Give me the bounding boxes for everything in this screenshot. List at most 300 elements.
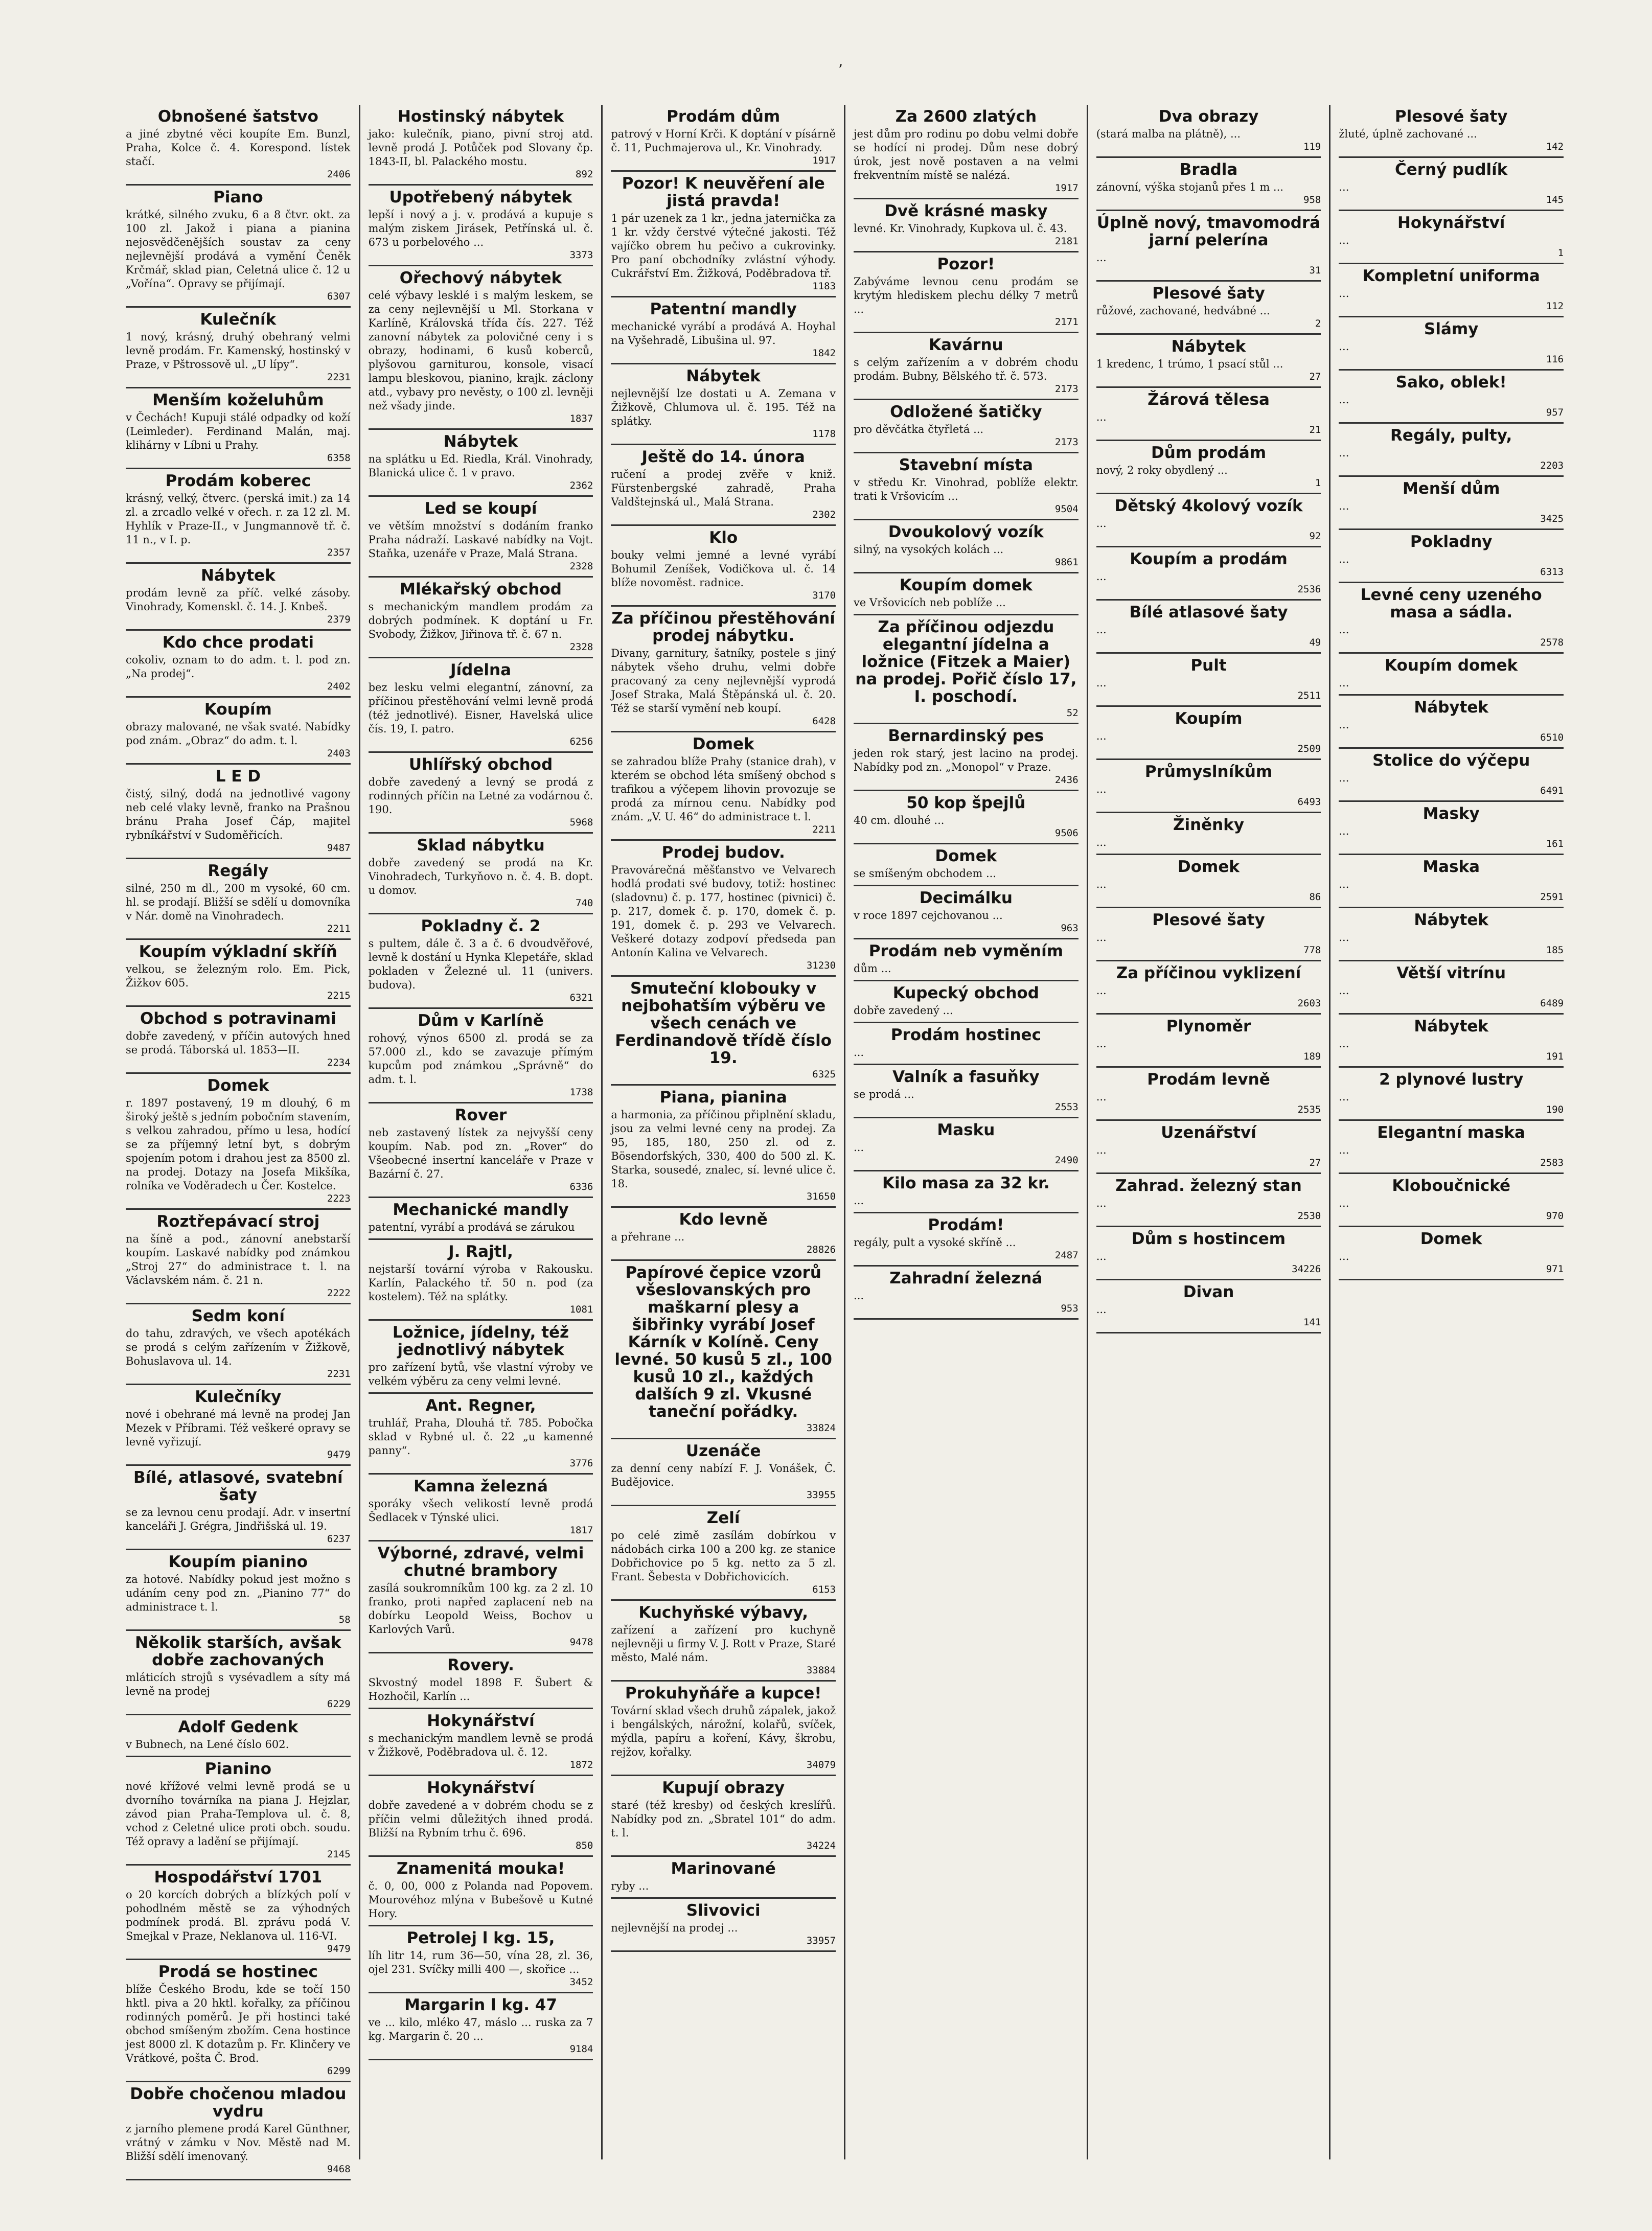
classified-ad xyxy=(369,1321,593,1394)
ad-title: Levné ceny uzeného masa a sádla. xyxy=(1360,586,1542,622)
ad-title: Papírové čepice vzorů všeslovanských pro maškarní plesy a šibřinky vyrábí Josef Kárník v Kolíně. Ceny levné. 50 kusů 5 zl., 100 kusů 10 zl., každých dalších 9 zl. Vkusné taneční pořádky. xyxy=(614,1263,832,1421)
column xyxy=(603,105,845,2159)
ad-text: 1 nový, krásný, druhý obehraný velmi levně prodám. Fr. Kamenský, hostinský v Praze, v Pštrossově ul. „U lípy“. xyxy=(126,331,351,371)
classified-ad xyxy=(369,914,593,1009)
ad-code: 6313 xyxy=(1540,566,1564,578)
ad-title: Obnošené šatstvo xyxy=(157,107,318,126)
ad-title: Regály, pulty, xyxy=(1390,426,1512,445)
ad-text: regály, pult a vysoké skříně ... xyxy=(854,1236,1016,1249)
ad-title: Sako, oblek! xyxy=(1395,373,1507,392)
classified-ad xyxy=(1096,494,1321,547)
classified-ad xyxy=(611,1439,836,1506)
ad-code: 958 xyxy=(1303,194,1321,205)
ad-title: Pianino xyxy=(204,1760,271,1778)
ad-text: zasílá soukromníkům 100 kg. za 2 zl. 10 franko, proti napřed zaplacení neb na dobírku Leopold Weiss, Bochov u Karlových Varů. xyxy=(368,1582,593,1636)
ad-text: ... xyxy=(1096,730,1107,742)
ad-title: Marinované xyxy=(671,1859,776,1878)
ad-text: nový, 2 roky obydlený ... xyxy=(1096,464,1228,476)
classified-ad xyxy=(1339,424,1564,477)
classified-ad xyxy=(1096,1068,1321,1121)
ad-text: ... xyxy=(854,1194,864,1207)
ad-title: Kupecký obchod xyxy=(892,984,1039,1002)
ad-code: 2530 xyxy=(1297,1210,1321,1222)
ad-text: v Bubnech, na Lené číslo 602. xyxy=(126,1738,289,1751)
ad-text: Skvostný model 1898 F. Šubert & Hozhočil, Karlín ... xyxy=(368,1676,593,1703)
classified-ad xyxy=(126,564,351,631)
ad-code: 86 xyxy=(1309,891,1321,903)
ad-code: 2402 xyxy=(327,681,351,692)
ad-title: Nábytek xyxy=(1171,337,1246,356)
classified-ad xyxy=(611,977,836,1086)
ad-text: ... xyxy=(1096,1038,1107,1050)
classified-ad xyxy=(126,186,351,308)
ad-text: s celým zařízením a v dobrém chodu prodám. Bubny, Bělského tř. č. 573. xyxy=(854,356,1079,382)
classified-ad xyxy=(369,578,593,658)
ad-title: Nábytek xyxy=(686,367,761,385)
classified-ad xyxy=(1096,441,1321,494)
ad-title: Prodám levně xyxy=(1147,1070,1270,1089)
classified-ad xyxy=(126,1757,351,1866)
classified-ad xyxy=(1339,371,1564,424)
ad-title: Prodám dům xyxy=(667,107,781,126)
classified-ad xyxy=(126,1466,351,1550)
classified-ad xyxy=(1339,105,1564,158)
ad-code: 116 xyxy=(1546,354,1564,365)
column xyxy=(118,105,360,2175)
ad-title: Větší vitrínu xyxy=(1396,964,1506,982)
ad-title: Domek xyxy=(207,1076,269,1095)
ad-title: Prodám hostinec xyxy=(890,1026,1041,1044)
ad-code: 2215 xyxy=(327,990,351,1001)
ad-text: a přehrane ... xyxy=(611,1231,685,1243)
classified-ad xyxy=(854,1023,1079,1065)
ad-text: patentní, vyrábí a prodává se zárukou xyxy=(368,1221,575,1233)
ad-code: 953 xyxy=(1061,1303,1079,1314)
classified-ad xyxy=(1096,388,1321,441)
ad-text: ... xyxy=(1339,931,1349,944)
ad-title: Dva obrazy xyxy=(1158,107,1259,126)
ad-text: Tovární sklad všech druhů zápalek, jakož i bengálských, nárožní, kolařů, svíček, mýdla, papíru a koření, Kávy, škrobu, rejžov, kořalky. xyxy=(611,1705,836,1758)
ad-title: Za 2600 zlatých xyxy=(895,107,1037,126)
ad-code: 112 xyxy=(1546,301,1564,312)
ad-title: 2 plynové lustry xyxy=(1379,1070,1524,1089)
ad-text: ... xyxy=(1339,1250,1349,1262)
classified-ad xyxy=(1096,1227,1321,1280)
column xyxy=(1088,105,1331,2159)
ad-text: mláticích strojů s vysévadlem a síty má levně na prodej xyxy=(126,1671,351,1697)
ad-title: Pokladny č. 2 xyxy=(421,917,541,935)
classified-ad xyxy=(126,631,351,698)
ad-text: se za levnou cenu prodají. Adr. v insertní kanceláři J. Grégra, Jindřišská ul. 19. xyxy=(126,1506,351,1532)
ad-text: ... xyxy=(1096,783,1107,795)
classified-ad xyxy=(854,939,1079,981)
ad-title: Prodám koberec xyxy=(165,472,311,490)
ad-title: Kamna železná xyxy=(414,1477,548,1496)
ad-text: dobře zavedený se prodá na Kr. Vinohradech, Turkyňovo n. č. 4. B. dopt. u domov. xyxy=(368,857,593,896)
classified-ad xyxy=(611,105,836,172)
ad-text: neb zastavený lístek za nejvyšší ceny koupím. Nab. pod zn. „Rover“ do Všeobecné insertní kanceláře v Praze v Bazární č. 27. xyxy=(368,1126,593,1180)
ad-text: r. 1897 postavený, 19 m dlouhý, 6 m široký ještě s jedním pobočním stavením, s velkou zahradou, přímo u lesa, hodící se za příjemný letní byt, s dobrým spojením potom i drahou jest za 8500 zl. na prodej. Dotazy na Josefa Mikšíka, rolníka ve Voděradech u Čer. Kostelce. xyxy=(126,1097,351,1192)
ad-title: Domek xyxy=(692,735,754,753)
ad-code: 52 xyxy=(1066,707,1079,719)
classified-ad xyxy=(1339,477,1564,530)
classified-ad xyxy=(369,1993,593,2060)
ad-code: 33957 xyxy=(806,1935,836,1946)
ad-title: Pult xyxy=(1190,656,1227,675)
ad-title: Mechanické mandly xyxy=(393,1201,569,1219)
ad-title: Petrolej l kg. 15, xyxy=(406,1929,555,1947)
ad-title: Kilo masa za 32 kr. xyxy=(882,1174,1050,1192)
ad-code: 2 xyxy=(1315,318,1321,329)
ad-code: 2436 xyxy=(1054,774,1079,786)
classified-ad xyxy=(369,186,593,266)
classified-ad xyxy=(369,1475,593,1542)
classified-ad xyxy=(1096,1280,1321,1333)
page-mark: ’ xyxy=(838,61,843,78)
ad-text: nové křížové velmi levně prodá se u dvorního továrníka na piana J. Hejzlar, závod pian Praha-Templova ul. č. 8, vchod z Celetné ulice proti obch. soudu. Též opravy a ladění se přijímají. xyxy=(126,1780,351,1848)
classified-ad xyxy=(1096,601,1321,654)
ad-code: 58 xyxy=(338,1614,351,1625)
ad-text: krásný, velký, čtverc. (perská imit.) za 14 zl. a zrcadlo velké v ořech. r. za 12 zl. M. Hyhlík v Praze-II., v Jungmannově tř. č. 11 n., v I. p. xyxy=(126,492,351,546)
ad-title: Průmyslníkům xyxy=(1144,763,1273,781)
classified-ad xyxy=(369,1198,593,1240)
ad-title: Roztřepávací stroj xyxy=(156,1212,320,1231)
ad-title: Koupím xyxy=(204,700,272,719)
ad-text: ... xyxy=(1096,624,1107,636)
classified-ad xyxy=(1096,1121,1321,1174)
classified-ad xyxy=(369,1776,593,1857)
ad-text: ... xyxy=(1339,340,1349,353)
ad-title: Sklad nábytku xyxy=(417,836,545,855)
ad-code: 33884 xyxy=(806,1665,836,1676)
ad-title: Dětský 4kolový vozík xyxy=(1114,497,1303,515)
ad-title: Ant. Regner, xyxy=(425,1396,536,1415)
ad-text: silný, na vysokých kolách ... xyxy=(854,543,1004,556)
ad-text: 1 kredenc, 1 trúmo, 1 psací stůl ... xyxy=(1096,358,1283,370)
ad-code: 33955 xyxy=(806,1489,836,1501)
ad-text: ... xyxy=(1339,1038,1349,1050)
ad-text: líh litr 14, rum 36—50, vína 28, zl. 36, ojel 231. Svíčky milli 400 —, skořice ... xyxy=(368,1949,593,1975)
ad-title: Znamenitá mouka! xyxy=(396,1859,565,1878)
ad-text: jest dům pro rodinu po dobu velmi dobře se hodící ni prodej. Dům nese dobrý úrok, jest nově postaven a na velmi frekventním místě se nalézá. xyxy=(854,128,1079,181)
ad-title: Koupím domek xyxy=(1385,656,1518,675)
ad-title: Klo xyxy=(709,528,738,547)
ad-text: na šíně a pod., zánovní anebstarší koupím. Laskavé nabídky pod známkou „Stroj 27“ do administrace t. l. na Václavském nám. č. 21 n. xyxy=(126,1233,351,1286)
ad-text: ... xyxy=(1339,447,1349,459)
ad-text: ... xyxy=(854,1141,864,1154)
classified-ad xyxy=(611,172,836,297)
ad-title: Kulečníky xyxy=(195,1388,282,1406)
ad-text: (stará malba na plátně), ... xyxy=(1096,128,1241,140)
ad-code: 2553 xyxy=(1054,1101,1079,1113)
classified-ad xyxy=(854,1118,1079,1171)
ad-text: Zabýváme levnou cenu prodám se krytým hlediskem plechu délky 7 metrů ... xyxy=(854,275,1079,315)
classified-ad xyxy=(611,1601,836,1682)
ad-title: Nábytek xyxy=(443,432,518,451)
ad-text: do tahu, zdravých, ve všech apotékách se prodá s celým zařízením v Žižkově, Bohuslavova ul. 14. xyxy=(126,1327,351,1367)
classified-ad xyxy=(1339,158,1564,211)
column xyxy=(360,105,603,2159)
ad-title: Slámy xyxy=(1424,320,1479,338)
ad-code: 2234 xyxy=(327,1057,351,1068)
ad-code: 21 xyxy=(1309,424,1321,435)
ad-code: 119 xyxy=(1303,141,1321,152)
ad-title: Uzenářství xyxy=(1161,1123,1256,1142)
ad-title: Kuchyňské výbavy, xyxy=(638,1603,808,1622)
ad-title: Kompletní uniforma xyxy=(1362,267,1540,285)
ad-text: ... xyxy=(1339,772,1349,784)
ad-code: 3425 xyxy=(1540,513,1564,524)
classified-ad xyxy=(611,1857,836,1899)
classified-ad xyxy=(854,252,1079,333)
ad-text: a harmonia, za příčinou připlnění skladu, jsou za velmi levné ceny na prodej. Za 95, 185, 180, 250 zl. od z. Bösendorfských, 330, 400 do 500 zl. K. Starka, sousedé, znalec, sí. levné ulice č. 18. xyxy=(611,1109,836,1190)
ad-code: 2181 xyxy=(1054,236,1079,247)
ad-text: truhlář, Praha, Dlouhá tř. 785. Pobočka sklad v Rybné ul. č. 22 „u kamenné panny“. xyxy=(368,1417,593,1457)
ad-code: 6491 xyxy=(1540,785,1564,796)
ad-code: 1 xyxy=(1557,247,1564,259)
ad-code: 6428 xyxy=(812,716,836,727)
classified-ad xyxy=(126,308,351,388)
ad-text: v Čechách! Kupuji stálé odpadky od koží (Leimleder). Ferdinand Malán, maj. klihárny v Líbni u Prahy. xyxy=(126,411,351,451)
classified-ad xyxy=(369,834,593,914)
ad-code: 2357 xyxy=(327,547,351,558)
ad-text: pro děvčátka čtyřletá ... xyxy=(854,423,984,435)
ad-code: 2302 xyxy=(812,509,836,520)
classified-ad xyxy=(854,844,1079,886)
classified-ad xyxy=(854,199,1079,252)
classified-ad xyxy=(369,105,593,186)
ad-text: ... xyxy=(1339,394,1349,406)
classified-ad xyxy=(854,1267,1079,1320)
ad-text: ... xyxy=(854,1046,864,1059)
ad-text: ... xyxy=(1096,570,1107,583)
classified-ad xyxy=(1096,961,1321,1015)
ad-text: s pultem, dále č. 3 a č. 6 dvoudvěřové, levně k dostání u Hynka Klepetáře, sklad pokladen v Železné ul. 11 (univers. budova). xyxy=(368,937,593,991)
ad-title: Rover xyxy=(454,1106,507,1124)
ad-title: Domek xyxy=(935,847,997,865)
ad-text: jeden rok starý, jest lacino na prodej. Nabídky pod zn. „Monopol“ v Praze. xyxy=(854,747,1079,773)
classified-ad xyxy=(611,1261,836,1439)
ad-title: Domek xyxy=(1420,1230,1482,1248)
ad-title: Adolf Gedenk xyxy=(178,1718,299,1736)
ad-text: na splátku u Ed. Riedla, Král. Vinohrady, Blanická ulice č. 1 v pravo. xyxy=(368,453,593,479)
classified-ad xyxy=(1096,855,1321,908)
ad-title: Výborné, zdravé, velmi chutné brambory xyxy=(377,1544,584,1580)
ad-title: Pozor! xyxy=(937,255,995,273)
ad-text: z jarního plemene prodá Karel Günthner, vrátný v zámku v Nov. Městě nad M. Bližší sdělí imenovaný. xyxy=(126,2123,351,2163)
ad-text: blíže Českého Brodu, kde se točí 150 hktl. piva a 20 hktl. kořalky, za příčinou rodinných poměrů. Je při hostinci také obchod smíšeným zbožím. Cena hostince jest 8000 zl. K dotazům p. Fr. Klinčery ve Vrátkové, pošta Č. Brod. xyxy=(126,1983,351,2064)
ad-code: 27 xyxy=(1309,371,1321,382)
classified-ad xyxy=(369,497,593,578)
ad-text: silné, 250 m dl., 200 m vysoké, 60 cm. hl. se prodají. Bližší se sdělí u domovníka v Nár. domě na Vinohradech. xyxy=(126,882,351,922)
ad-code: 9861 xyxy=(1054,557,1079,568)
ad-text: ... xyxy=(1096,1303,1107,1316)
ad-text: ... xyxy=(854,1290,864,1302)
ad-text: ... xyxy=(1339,1091,1349,1103)
classified-ad xyxy=(611,732,836,841)
ad-title: Hospodářství 1701 xyxy=(154,1868,323,1887)
classified-ad xyxy=(854,573,1079,615)
classified-ad xyxy=(1339,855,1564,908)
ad-code: 892 xyxy=(576,169,593,180)
ad-title: Jídelna xyxy=(450,661,511,679)
classified-ad xyxy=(854,981,1079,1023)
ad-title: Koupím xyxy=(1175,709,1243,728)
ad-code: 31 xyxy=(1309,265,1321,276)
ad-code: 740 xyxy=(576,898,593,909)
column xyxy=(845,105,1088,2159)
ad-text: dobře zavedený, v příčin autových hned se prodá. Táborská ul. 1853—II. xyxy=(126,1030,351,1056)
classified-ad xyxy=(126,1550,351,1631)
ad-text: 40 cm. dlouhé ... xyxy=(854,814,945,826)
ad-text: a jiné zbytné věci koupíte Em. Bunzl, Praha, Kolce č. 4. Korespond. lístek stačí. xyxy=(126,128,351,168)
classified-ad xyxy=(1339,211,1564,264)
ad-title: Prodám neb vyměním xyxy=(868,942,1064,960)
classified-ad xyxy=(611,1776,836,1857)
ad-title: Smuteční klobouky v nejbohatším výběru ve všech cenách ve Ferdinandově třídě číslo 19. xyxy=(615,979,832,1067)
ad-code: 34079 xyxy=(806,1759,836,1770)
ad-text: ... xyxy=(1096,931,1107,944)
ad-title: Prodá se hostinec xyxy=(158,1963,318,1981)
classified-ad xyxy=(369,430,593,497)
classified-ad xyxy=(854,453,1079,520)
ad-code: 1 xyxy=(1315,477,1321,489)
ad-text: ... xyxy=(1096,251,1107,264)
ad-title: Pokladny xyxy=(1410,533,1493,551)
ad-code: 145 xyxy=(1546,194,1564,205)
ad-text: mechanické vyrábí a prodává A. Hoyhal na Vyšehradě, Libušina ul. 97. xyxy=(611,320,836,347)
ad-text: za denní ceny nabízí F. J. Vonášek, Č. Budějovice. xyxy=(611,1462,836,1488)
classified-ad xyxy=(1339,749,1564,802)
classified-ad xyxy=(126,765,351,859)
ad-title: Maska xyxy=(1422,858,1480,876)
ad-text: dobře zavedený a levný se prodá z rodinných příčin na Letné za vodárnou č. 190. xyxy=(368,776,593,816)
ad-title: Bradla xyxy=(1179,160,1238,179)
ad-code: 2362 xyxy=(569,480,593,491)
ad-code: 6321 xyxy=(569,992,593,1003)
ad-title: Koupím domek xyxy=(899,576,1032,594)
ad-text: ve Vršovicích neb poblíže ... xyxy=(854,596,1006,609)
classified-ad xyxy=(1339,1174,1564,1227)
ad-text: ... xyxy=(1339,1144,1349,1156)
ad-text: obrazy malované, ne však svaté. Nabídky pod znám. „Obraz“ do adm. t. l. xyxy=(126,721,351,747)
ad-code: 49 xyxy=(1309,637,1321,648)
ad-title: Koupím pianino xyxy=(168,1553,308,1571)
ad-code: 2231 xyxy=(327,372,351,383)
ad-code: 2211 xyxy=(812,824,836,835)
ad-text: ... xyxy=(1096,677,1107,689)
classified-ad xyxy=(369,658,593,753)
ad-text: zařízení a zařízení pro kuchyně nejlevněji u firmy V. J. Rott v Praze, Staré město, Malé nám. xyxy=(611,1624,836,1664)
ad-title: Hokynářství xyxy=(427,1779,535,1797)
ad-title: 50 kop špejlů xyxy=(906,794,1026,812)
ad-title: Plynoměr xyxy=(1166,1017,1251,1036)
classified-ad xyxy=(126,1385,351,1466)
classified-ad xyxy=(369,753,593,834)
ad-title: Divan xyxy=(1183,1283,1234,1301)
ad-code: 28826 xyxy=(806,1244,836,1255)
ad-title: Plesové šaty xyxy=(1394,107,1508,126)
ad-text: staré (též kresby) od českých kreslířů. Nabídky pod zn. „Sbratel 101“ do adm. t. l. xyxy=(611,1799,836,1839)
ad-text: nejlevnější lze dostati u A. Zemana v Žižkově, Chlumova ul. č. 195. Též na splátky. xyxy=(611,387,836,427)
ad-code: 6358 xyxy=(327,452,351,464)
ad-title: Dům s hostincem xyxy=(1131,1230,1286,1248)
ad-code: 1738 xyxy=(569,1087,593,1098)
ad-text: dům ... xyxy=(854,962,891,975)
classified-ad xyxy=(1339,1121,1564,1174)
classified-ad xyxy=(369,1542,593,1653)
ad-code: 1178 xyxy=(812,428,836,440)
classified-ad xyxy=(1339,530,1564,583)
ad-text: ... xyxy=(1339,825,1349,837)
classified-ad xyxy=(854,333,1079,400)
ad-code: 2536 xyxy=(1297,584,1321,595)
ad-code: 2173 xyxy=(1054,436,1079,448)
ad-text: prodám levně za příč. velké zásoby. Vinohrady, Komenskl. č. 14. J. Knbeš. xyxy=(126,587,351,613)
classified-ad xyxy=(854,615,1079,724)
classified-ad xyxy=(1096,813,1321,855)
ad-text: ručení a prodej zvěře v kniž. Fürstenbergské zahradě, Praha Valdštejnská ul., Malá Strana. xyxy=(611,468,836,508)
ad-title: Dům v Karlíně xyxy=(418,1011,544,1030)
classified-ad xyxy=(1096,547,1321,601)
ad-title: Žárová tělesa xyxy=(1148,390,1270,409)
classified-ad xyxy=(126,1074,351,1210)
classified-ad xyxy=(369,1009,593,1103)
ad-title: Pozor! K neuvěření ale jistá pravda! xyxy=(622,174,825,210)
ad-code: 2379 xyxy=(327,614,351,625)
ad-title: Černý pudlík xyxy=(1394,160,1508,179)
ad-code: 1183 xyxy=(812,281,836,292)
ad-text: ... xyxy=(1339,500,1349,512)
ad-title: Stolice do výčepu xyxy=(1372,751,1530,770)
ad-text: ... xyxy=(1339,181,1349,193)
ad-code: 9506 xyxy=(1054,827,1079,839)
ad-text: č. 0, 00, 000 z Polanda nad Popovem. Mourovéhoz mlýna v Bubešově u Kutné Hory. xyxy=(368,1880,593,1920)
ad-title: Několik starších, avšak dobře zachovaných xyxy=(135,1634,341,1669)
ad-title: Žiněnky xyxy=(1173,816,1245,834)
ad-code: 31650 xyxy=(806,1191,836,1202)
ad-title: Za příčinou přestěhování prodej nábytku. xyxy=(611,609,835,645)
ad-text: celé výbavy lesklé i s malým leskem, se za ceny nejlevnější u Ml. Storkana v Karlíně, Královská třída čís. 227. Též zanovní nábytek za polovičné ceny i s obrazy, hodinami, 6 kusů koberců, plyšovou garniturou, konsole, visací lampu bleskovou, pianino, krajk. záclony atd., vybavy pro nevěsty, o 100 zl. levněji než všady jinde. xyxy=(368,289,593,412)
ad-title: Kavárnu xyxy=(929,336,1003,354)
ad-title: Bílé, atlasové, svatební šaty xyxy=(133,1468,343,1504)
ad-title: Upotřebený nábytek xyxy=(389,188,572,206)
ad-title: Masku xyxy=(937,1121,995,1139)
ad-code: 1917 xyxy=(812,155,836,166)
ad-code: 1081 xyxy=(569,1304,593,1315)
ad-code: 9479 xyxy=(327,1449,351,1460)
ad-code: 2591 xyxy=(1540,891,1564,903)
ad-code: 9487 xyxy=(327,842,351,854)
ad-text: ... xyxy=(1339,624,1349,636)
classified-ad xyxy=(126,1631,351,1715)
ad-title: Led se koupí xyxy=(424,499,537,518)
ad-code: 6489 xyxy=(1540,998,1564,1009)
classified-ad xyxy=(1096,707,1321,760)
ad-code: 2603 xyxy=(1297,998,1321,1009)
ad-code: 189 xyxy=(1303,1051,1321,1062)
classified-ad xyxy=(854,724,1079,791)
ad-text: čistý, silný, dodá na jednotlivé vagony neb celé vlaky levně, franko na Prašnou bránu Praha Josef Čáp, majitel rybníkářství v Sudoměřicích. xyxy=(126,788,351,841)
ad-title: Domek xyxy=(1178,858,1240,876)
ad-title: Nábytek xyxy=(1414,1017,1489,1036)
ad-text: s mechanickým mandlem levně se prodá v Žižkově, Poděbradova ul. č. 12. xyxy=(368,1732,593,1758)
ad-text: zánovní, výška stojanů přes 1 m ... xyxy=(1096,181,1283,193)
ad-code: 6229 xyxy=(327,1698,351,1710)
ad-title: J. Rajtl, xyxy=(448,1243,513,1261)
classified-ad xyxy=(1096,760,1321,813)
classified-ad xyxy=(1339,696,1564,749)
